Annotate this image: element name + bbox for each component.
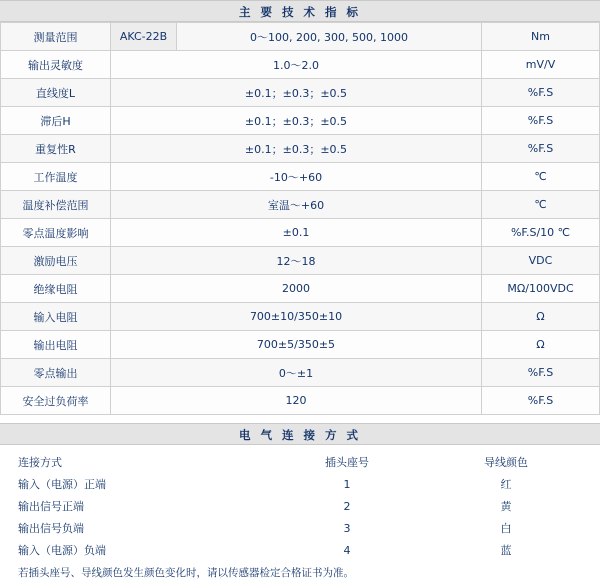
- spec-unit: %F.S: [482, 135, 600, 163]
- table-row: [1, 135, 600, 163]
- spec-unit: MΩ/100VDC: [482, 275, 600, 303]
- wire-color: 红: [500, 478, 512, 491]
- wire-color: 蓝: [500, 544, 512, 557]
- pin-number: 4: [343, 543, 351, 557]
- electrical-note: 若插头座号、导线颜色发生颜色变化时，请以传感器检定合格证书为准。: [18, 567, 354, 579]
- spec-name: 输入电阻: [1, 303, 111, 331]
- table-row: [1, 275, 600, 303]
- spec-name: 输出电阻: [1, 331, 111, 359]
- electrical-table: [14, 451, 588, 561]
- spec-name: 直线度L: [1, 79, 111, 107]
- column-header-connection: 连接方式: [18, 456, 62, 469]
- spec-name: 零点温度影响: [1, 219, 111, 247]
- wire-color: 白: [500, 522, 512, 535]
- spec-value: -10～+60: [111, 163, 482, 191]
- spec-unit: %F.S: [482, 79, 600, 107]
- connection-label: 输入（电源）负端: [18, 544, 106, 557]
- spec-value: 1.0～2.0: [111, 51, 482, 79]
- wire-color: 黄: [500, 500, 512, 513]
- table-row: [14, 473, 588, 495]
- spec-value: 0～100, 200, 300, 500, 1000: [177, 23, 482, 51]
- spec-unit: %F.S: [482, 359, 600, 387]
- spec-table-body: [1, 23, 600, 415]
- connection-label: 输出信号负端: [18, 522, 84, 535]
- spec-value: 室温～+60: [111, 191, 482, 219]
- table-header-row: [14, 451, 588, 473]
- spec-name: 安全过负荷率: [1, 387, 111, 415]
- spec-value: 120: [111, 387, 482, 415]
- table-row: [14, 495, 588, 517]
- spec-value: ±0.1: [111, 219, 482, 247]
- spec-table: [0, 22, 600, 415]
- spec-unit: ℃: [482, 163, 600, 191]
- spec-value: 12～18: [111, 247, 482, 275]
- connection-label: 输出信号正端: [18, 500, 84, 513]
- electrical-table-wrapper: [0, 445, 600, 561]
- spec-model: AKC-22B: [111, 23, 177, 51]
- spec-value: 700±10/350±10: [111, 303, 482, 331]
- spec-name: 零点输出: [1, 359, 111, 387]
- table-row: [1, 359, 600, 387]
- column-header-wire-color: 导线颜色: [484, 456, 528, 469]
- electrical-table-body: [14, 473, 588, 561]
- spec-value: ±0.1；±0.3；±0.5: [111, 107, 482, 135]
- pin-number: 1: [343, 477, 351, 491]
- table-row: [14, 539, 588, 561]
- table-row: [1, 107, 600, 135]
- table-row: [1, 331, 600, 359]
- connection-label: 输入（电源）正端: [18, 478, 106, 491]
- spec-section-header: 主 要 技 术 指 标: [0, 0, 600, 22]
- spec-value: ±0.1；±0.3；±0.5: [111, 79, 482, 107]
- spec-unit: %F.S: [482, 107, 600, 135]
- electrical-table-head: [14, 451, 588, 473]
- spec-value: 0～±1: [111, 359, 482, 387]
- electrical-section-header: 电 气 连 接 方 式: [0, 423, 600, 445]
- spec-name: 输出灵敏度: [1, 51, 111, 79]
- spec-unit: Nm: [482, 23, 600, 51]
- spec-value: 2000: [111, 275, 482, 303]
- spec-name: 绝缘电阻: [1, 275, 111, 303]
- table-row: [1, 387, 600, 415]
- pin-number: 3: [343, 521, 351, 535]
- table-row: [1, 303, 600, 331]
- spec-unit: mV/V: [482, 51, 600, 79]
- table-row: [1, 51, 600, 79]
- table-row: [1, 23, 600, 51]
- table-row: [1, 247, 600, 275]
- spec-name: 温度补偿范围: [1, 191, 111, 219]
- spec-name: 重复性R: [1, 135, 111, 163]
- spec-name: 工作温度: [1, 163, 111, 191]
- spec-unit: ℃: [482, 191, 600, 219]
- table-row: [1, 191, 600, 219]
- spec-value: 700±5/350±5: [111, 331, 482, 359]
- column-header-pin: 插头座号: [325, 456, 369, 469]
- spec-unit: VDC: [482, 247, 600, 275]
- spec-unit: Ω: [482, 331, 600, 359]
- spec-unit: %F.S: [482, 387, 600, 415]
- spec-unit: Ω: [482, 303, 600, 331]
- table-row: [1, 163, 600, 191]
- spec-unit: %F.S/10 ℃: [482, 219, 600, 247]
- spec-name: 激励电压: [1, 247, 111, 275]
- spec-name: 测量范围: [1, 23, 111, 51]
- table-row: [14, 517, 588, 539]
- table-row: [1, 79, 600, 107]
- spec-name: 滞后H: [1, 107, 111, 135]
- table-row: [1, 219, 600, 247]
- spec-value: ±0.1；±0.3；±0.5: [111, 135, 482, 163]
- pin-number: 2: [343, 499, 351, 513]
